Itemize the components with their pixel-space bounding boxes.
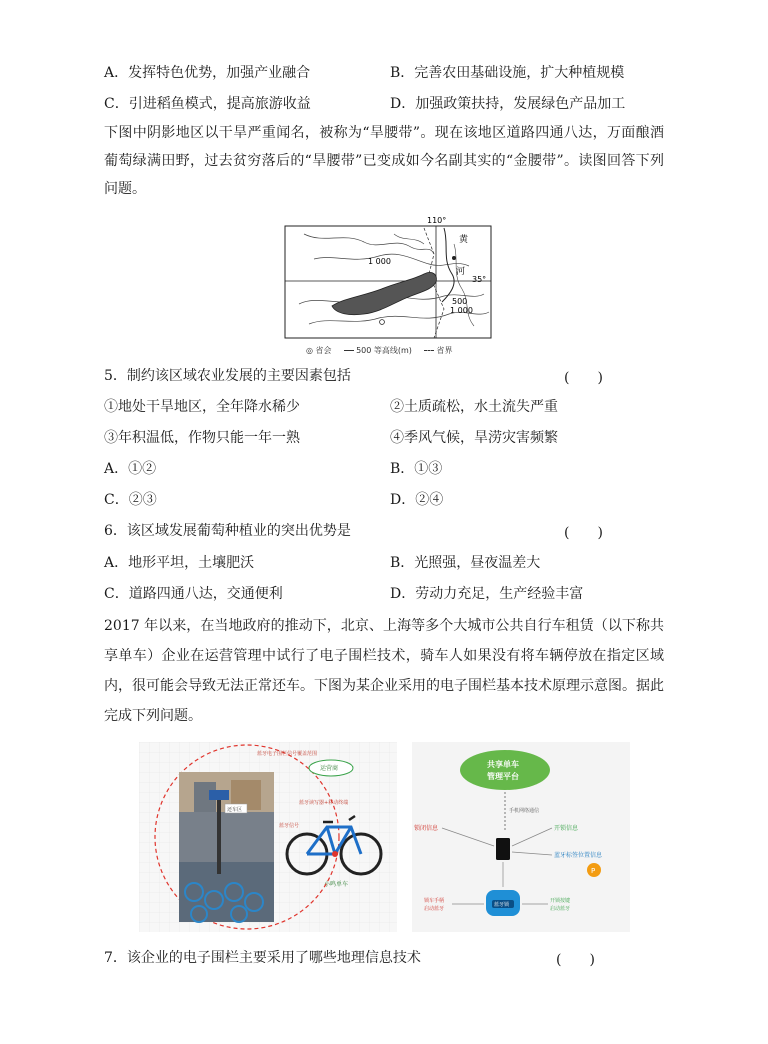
drought-belt-map xyxy=(284,214,494,344)
q5-option-d: D．②④ xyxy=(390,492,444,508)
map-legend xyxy=(306,345,452,356)
q5-statement-2: ②土质疏松，水土流失严重 xyxy=(390,399,558,415)
platform-label-1: 共享单车 xyxy=(487,760,519,769)
map-contour-1000-top: 1 000 xyxy=(368,257,391,266)
q6-option-d: D．劳动力充足，生产经验丰富 xyxy=(390,586,584,602)
close-bt-label-1: 锁车手柄 xyxy=(424,898,445,904)
unlock-info-label: 开锁信息 xyxy=(554,825,579,832)
open-bt-label-2: 启动蓝牙 xyxy=(550,906,571,912)
legend-contour: 500 等高线(m) xyxy=(356,346,412,355)
e-fence-bike-diagram xyxy=(139,742,397,932)
q5-option-c: C．②③ xyxy=(104,492,157,508)
q5-statement-1: ①地处干旱地区，全年降水稀少 xyxy=(104,399,300,415)
q4-option-c: C．引进稻鱼模式，提高旅游收益 xyxy=(104,96,311,112)
bike-name-label: 小鸣单车 xyxy=(324,881,349,888)
legend-contour-swatch xyxy=(344,350,354,351)
q5-answer-paren: ( ) xyxy=(564,370,603,386)
q6-option-c: C．道路四通八达，交通便利 xyxy=(104,586,283,602)
legend-border-swatch xyxy=(424,350,434,351)
q6-stem: 6．该区域发展葡萄种植业的突出优势是 xyxy=(104,523,351,539)
q4-option-d: D．加强政策扶持，发展绿色产品加工 xyxy=(390,96,626,112)
lock-info-label: 锁闭信息 xyxy=(414,825,439,832)
bt-lock-label: 蓝牙锁 xyxy=(494,902,510,908)
q5-statement-3: ③年积温低，作物只能一年一熟 xyxy=(104,430,300,446)
q6-option-a: A．地形平坦，土壤肥沃 xyxy=(104,555,255,571)
q5-option-a: A．①② xyxy=(104,461,157,477)
phone-icon xyxy=(496,838,510,860)
map-contour-1000-bottom: 1 000 xyxy=(450,306,473,315)
passage-drought-belt: 下图中阴影地区以干旱严重闻名，被称为“旱腰带”。现在该地区道路四通八达，万面酿酒葡萄绿满田野，过去贫穷落后的“旱腰带”已变成如今名副其实的“金腰带”。读图回答下列问题。 xyxy=(104,125,664,197)
platform-label-2: 管理平台 xyxy=(487,772,519,781)
beacon-info-label: 蓝牙标签位置信息 xyxy=(554,852,603,859)
passage-e-fence: 2017 年以来，在当地政府的推动下，北京、上海等多个大城市公共自行车租赁（以下称共享单车）企业在运营管理中试行了电子围栏技术，骑车人如果没有将车辆停放在指定区域内，很可能会导致无法正常还车。下图为某企业采用的电子围栏基本技术原理示意图。据此完成下列问题。 xyxy=(104,618,664,724)
q4-option-b: B．完善农田基础设施，扩大种植规模 xyxy=(390,65,625,81)
legend-capital: ◎ 省会 xyxy=(306,346,332,355)
parking-beacon-mark: P xyxy=(591,867,596,875)
q7-stem: 7．该企业的电子围栏主要采用了哪些地理信息技术 xyxy=(104,950,421,966)
q6-answer-paren: ( ) xyxy=(564,525,603,541)
open-bt-label-1: 开锁按键 xyxy=(550,898,571,904)
q5-stem: 5．制约该区域农业发展的主要因素包括 xyxy=(104,368,351,384)
map-latitude-label: 35° xyxy=(472,275,487,284)
e-fence-platform-diagram xyxy=(412,742,630,932)
map-contour-500: 500 xyxy=(452,297,468,306)
q6-option-b: B．光照强，昼夜温差大 xyxy=(390,555,541,571)
map-river-label-1: 黄 xyxy=(459,235,469,245)
comm-label: 手机网络通信 xyxy=(509,808,540,814)
signal-label: 蓝牙信号 xyxy=(279,823,300,829)
map-river-label-2: 河 xyxy=(456,267,466,277)
close-bt-label-2: 启动蓝牙 xyxy=(424,906,445,912)
map-longitude-label: 110° xyxy=(427,216,447,225)
return-area-label: 还车区 xyxy=(227,807,243,813)
q4-option-a: A．发挥特色优势，加强产业融合 xyxy=(104,65,311,81)
q7-answer-paren: ( ) xyxy=(556,952,595,968)
operator-label: 运营商 xyxy=(320,765,339,772)
legend-border: 省界 xyxy=(436,346,453,355)
bt-reader-label: 蓝牙读写器+移动终端 xyxy=(299,800,349,806)
q5-statement-4: ④季风气候，旱涝灾害频繁 xyxy=(390,430,558,446)
q5-option-b: B．①③ xyxy=(390,461,443,477)
fence-coverage-label: 蓝牙电子围栏信号覆盖范围 xyxy=(257,751,318,757)
